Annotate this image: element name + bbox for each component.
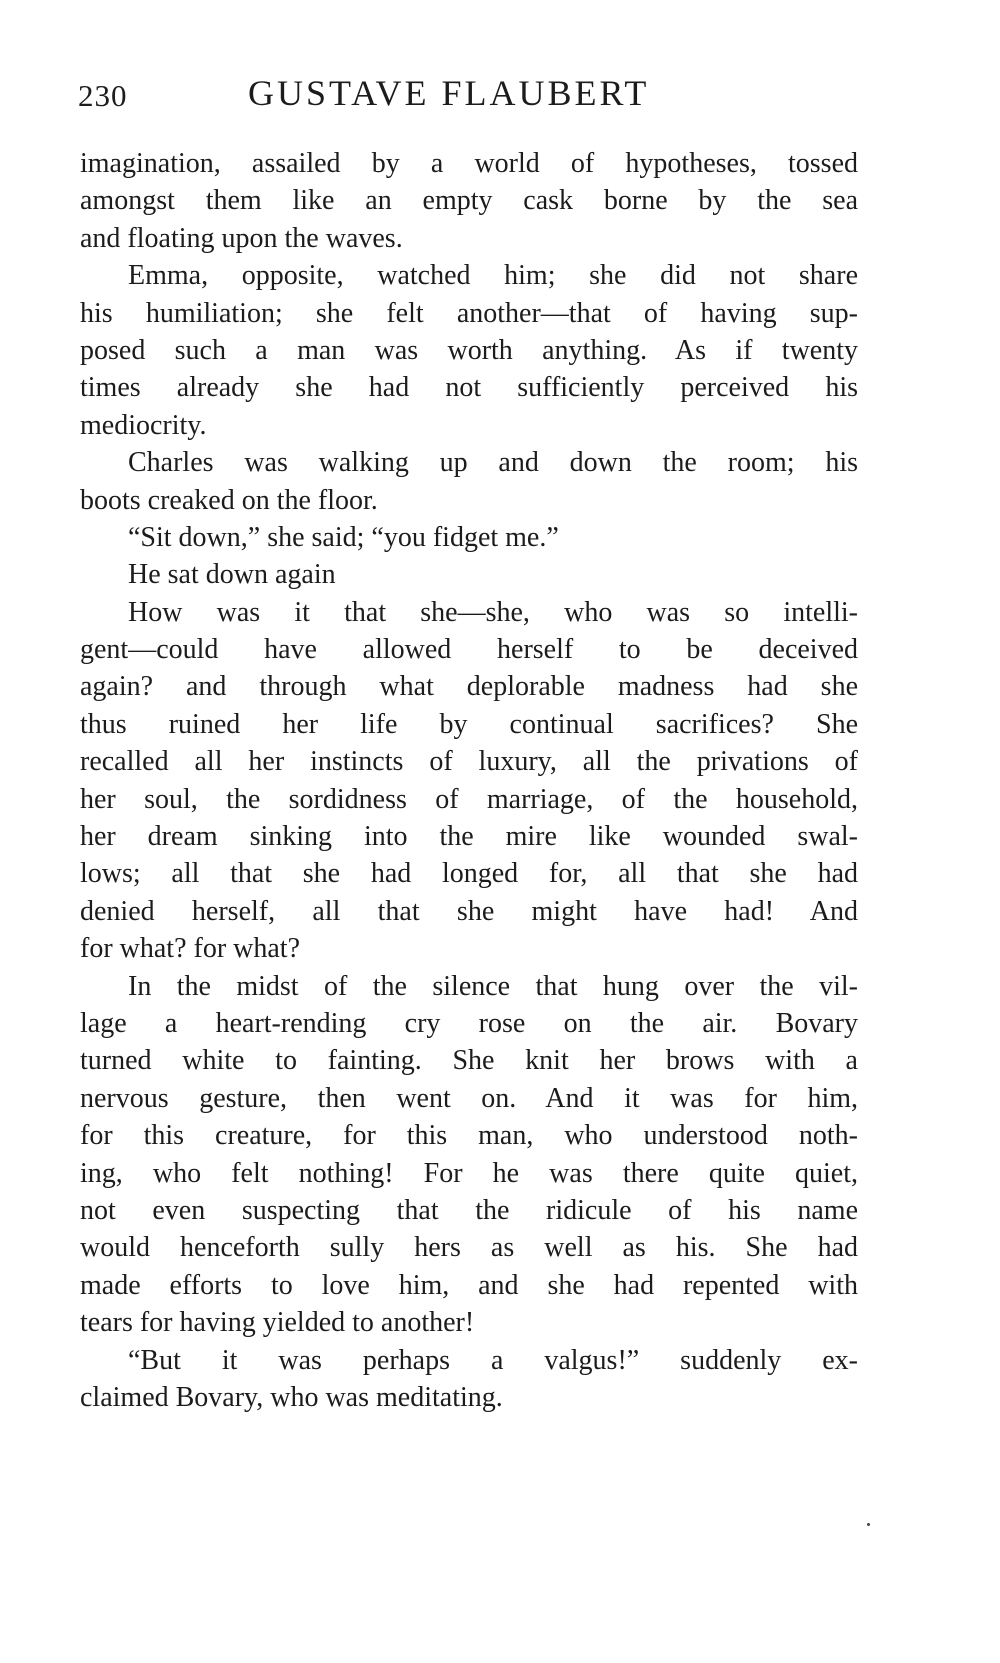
text-line: “But it was perhaps a valgus!” suddenly ex- xyxy=(128,1344,858,1376)
text-line: lage a heart-rending cry rose on the air. Bovary xyxy=(80,1007,858,1039)
text-line: not even suspecting that the ridicule of his name xyxy=(80,1194,858,1226)
text-line: again? and through what deplorable madness had she xyxy=(80,671,858,703)
text-line: made efforts to love him, and she had repented with xyxy=(80,1269,858,1301)
text-line: and floating upon the waves. xyxy=(80,222,403,254)
running-title: GUSTAVE FLAUBERT xyxy=(248,73,650,113)
text-line: gent—could have allowed herself to be deceived xyxy=(80,634,858,666)
text-line: “Sit down,” she said; “you fidget me.” xyxy=(128,521,559,553)
text-line: recalled all her instincts of luxury, all the privations of xyxy=(80,746,858,778)
paper-speck xyxy=(867,1523,870,1526)
body-text xyxy=(80,145,858,1416)
text-line: He sat down again xyxy=(128,559,336,591)
text-line: denied herself, all that she might have had! And xyxy=(80,895,858,927)
text-line: amongst them like an empty cask borne by the sea xyxy=(80,185,858,217)
text-line: posed such a man was worth anything. As if twenty xyxy=(80,334,858,366)
text-line: imagination, assailed by a world of hypotheses, tossed xyxy=(80,148,858,179)
text-line: her dream sinking into the mire like wounded swal- xyxy=(80,821,858,853)
text-line: for what? for what? xyxy=(80,933,301,965)
text-line: Emma, opposite, watched him; she did not share xyxy=(128,260,858,292)
text-line: times already she had not sufficiently perceived his xyxy=(80,372,858,404)
text-line: In the midst of the silence that hung over the vil- xyxy=(128,970,858,1002)
text-line: Charles was walking up and down the room; his xyxy=(128,447,858,479)
text-line: her soul, the sordidness of marriage, of the household, xyxy=(80,783,858,815)
text-line: How was it that she—she, who was so intelli- xyxy=(128,596,858,628)
running-head xyxy=(78,68,718,118)
text-line: lows; all that she had longed for, all that she had xyxy=(80,858,858,890)
text-line: tears for having yielded to another! xyxy=(80,1307,475,1339)
text-line: his humiliation; she felt another—that of having sup- xyxy=(80,297,858,329)
text-line: would henceforth sully hers as well as his. She had xyxy=(80,1232,858,1264)
text-line: turned white to fainting. She knit her brows with a xyxy=(80,1045,858,1077)
text-line: thus ruined her life by continual sacrifices? She xyxy=(80,708,858,740)
text-line: for this creature, for this man, who understood noth- xyxy=(80,1120,858,1152)
text-line: mediocrity. xyxy=(80,409,207,441)
text-line: ing, who felt nothing! For he was there quite quiet, xyxy=(80,1157,858,1189)
text-line: nervous gesture, then went on. And it was for him, xyxy=(80,1082,858,1114)
text-line: boots creaked on the floor. xyxy=(80,484,378,516)
page-number: 230 xyxy=(78,78,128,113)
text-line: claimed Bovary, who was meditating. xyxy=(80,1381,503,1413)
